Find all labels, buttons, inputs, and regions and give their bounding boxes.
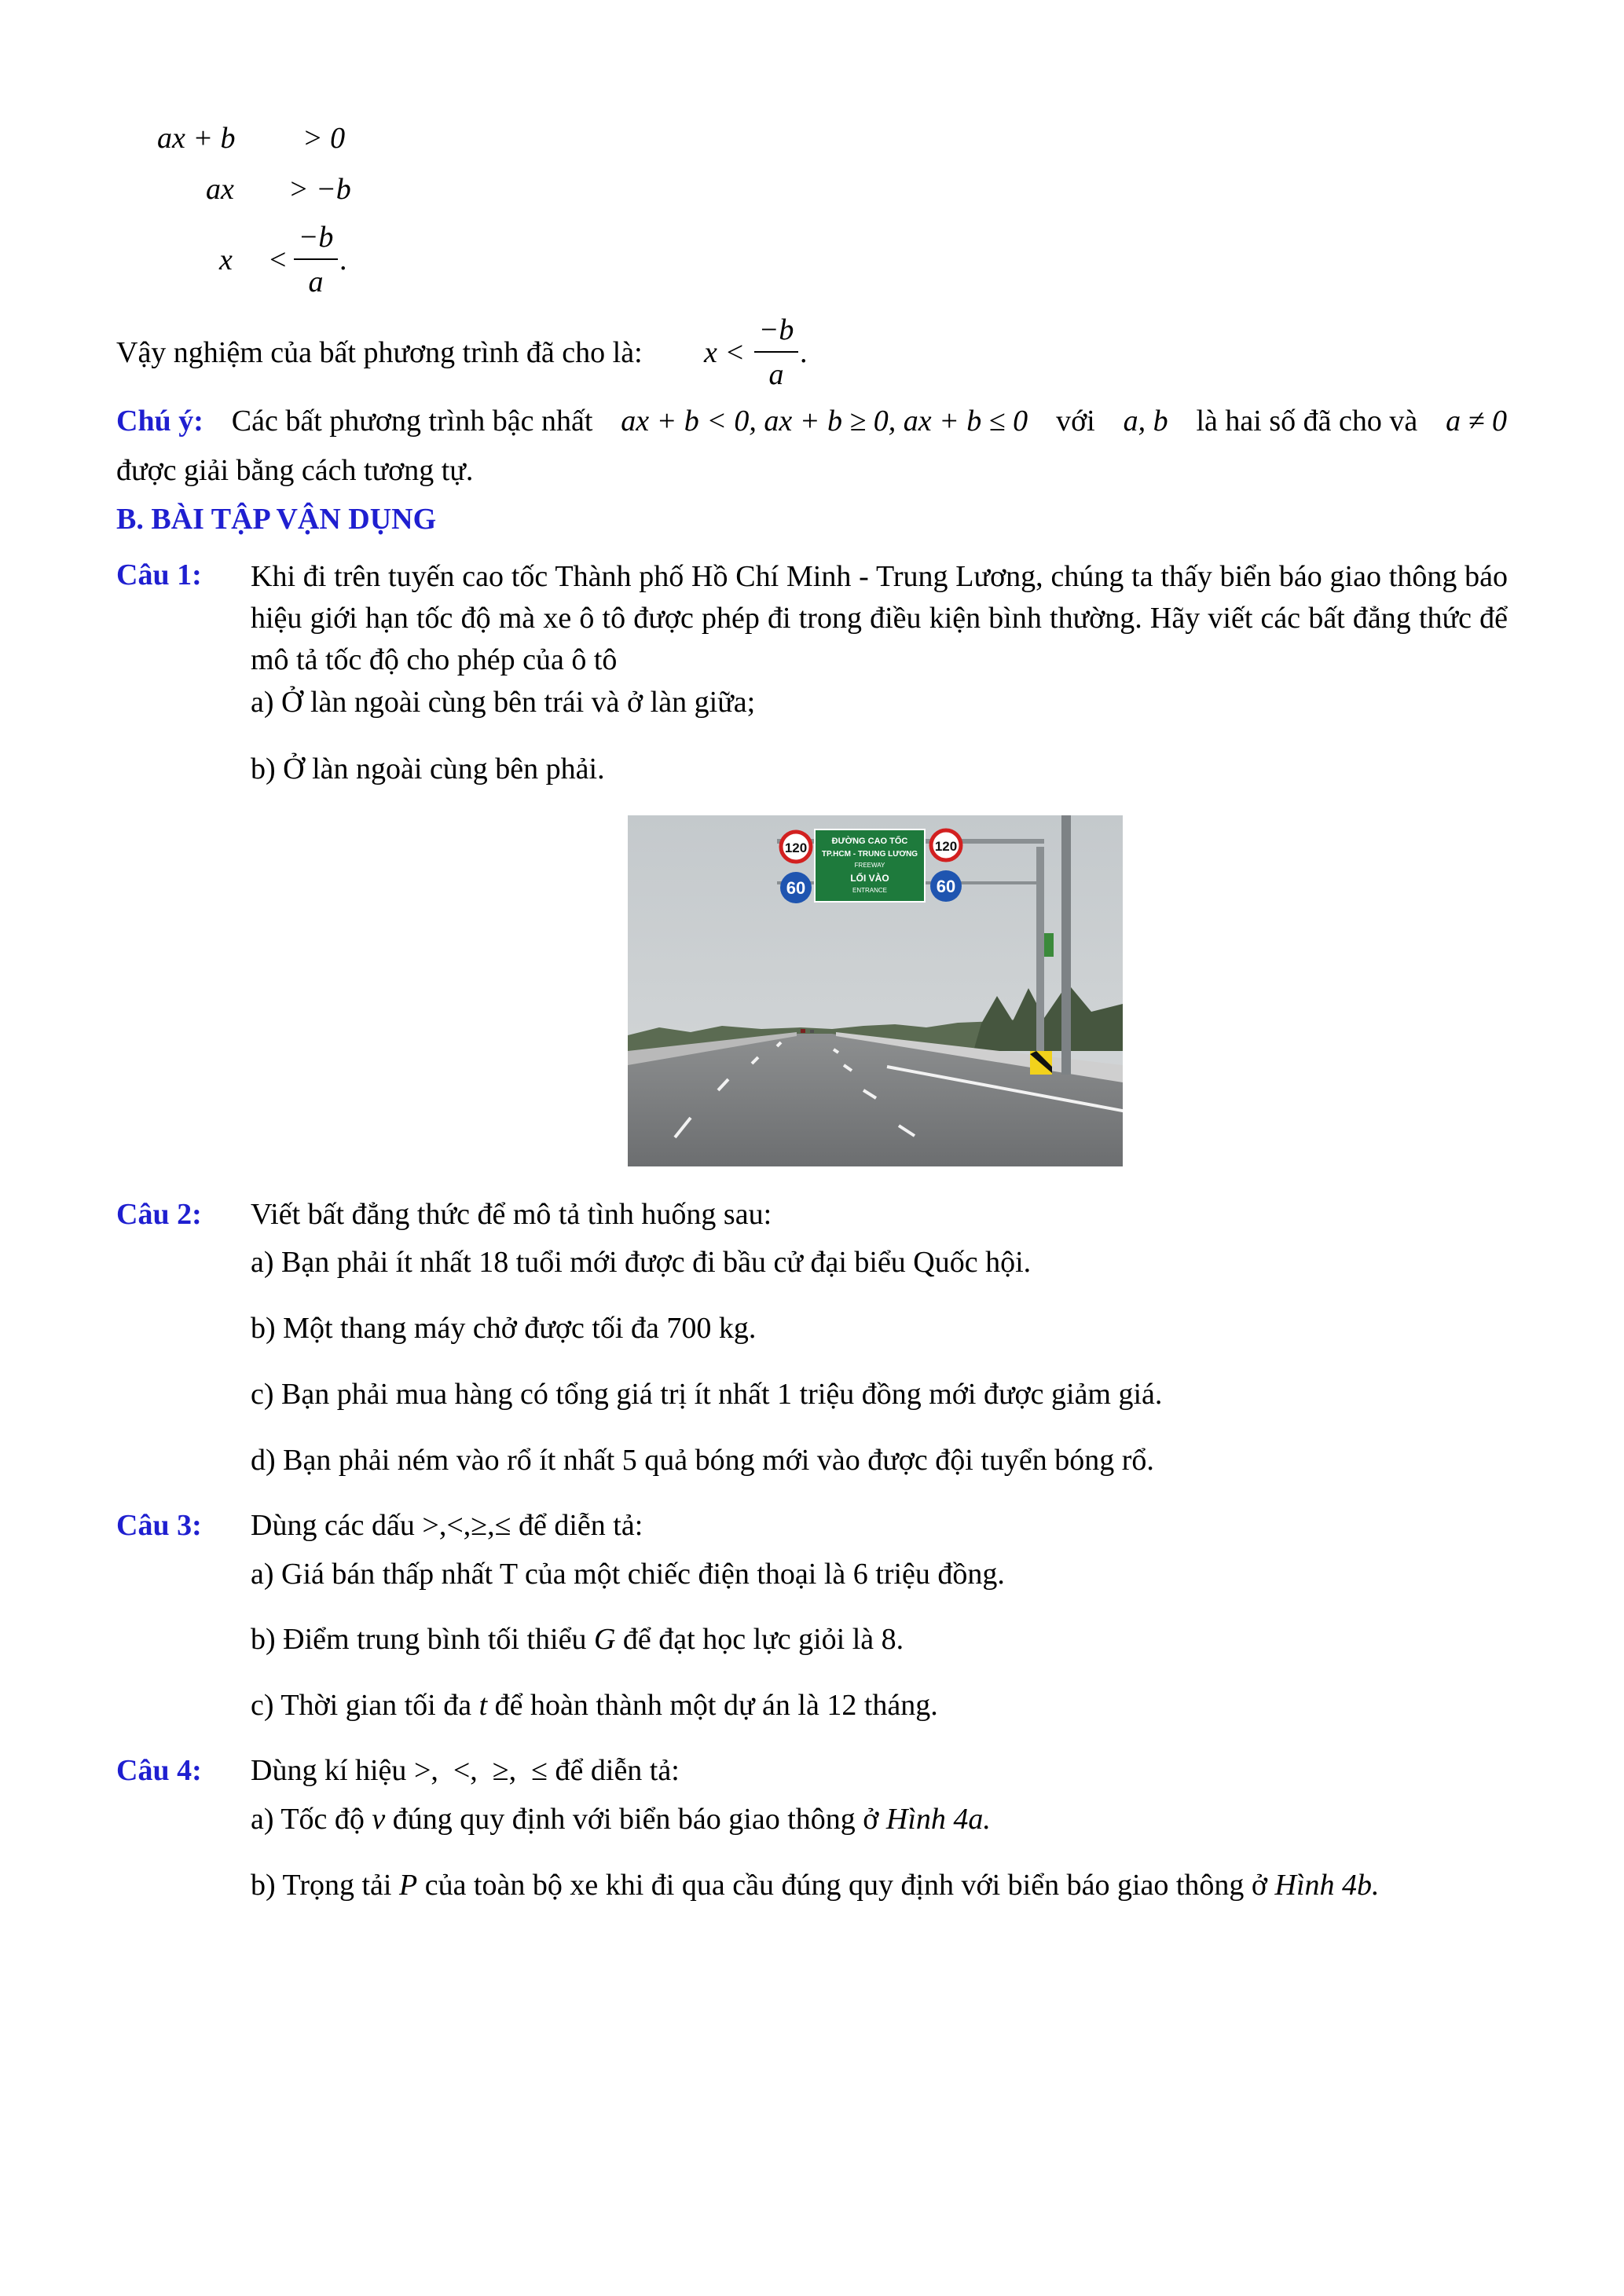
q4-b-end: . — [1372, 1869, 1380, 1902]
q3-item-a: a) Giá bán thấp nhất T của một chiếc điện thoại là 6 triệu đồng. — [251, 1558, 1005, 1591]
note-text3: là hai số đã cho và — [1196, 405, 1418, 438]
q4-item-b — [251, 1866, 1380, 1905]
note-line — [116, 402, 1507, 441]
derivation-line3-left: x — [219, 244, 233, 276]
q3-symbols: >,<,≥,≤ — [422, 1509, 511, 1542]
q1-text: Khi đi trên tuyến cao tốc Thành phố Hồ Chí Minh - Trung Lương, chúng ta thấy biển báo giao thông báo hiệu giới hạn tốc độ mà xe ô tô được phép đi trong điều kiện bình thường. Hãy viết các bất đẳng thức để mô tả tốc độ cho phép của ô tô — [251, 560, 1508, 676]
note-math1: ax + b < 0, ax + b ≥ 0, ax + b ≤ 0 — [621, 405, 1028, 438]
q3-item-c — [251, 1686, 938, 1725]
q4-b-fig: Hình 4b — [1274, 1869, 1373, 1902]
board-line5: ENTRANCE — [852, 887, 888, 894]
derivation-line2-right: > −b — [288, 173, 351, 206]
derivation-line3-rel: < — [269, 244, 287, 276]
q1-label: Câu 1: — [116, 558, 202, 591]
fraction-bar — [294, 258, 338, 260]
conclusion-lhs: x < — [704, 336, 746, 369]
board-line3: FREEWAY — [854, 862, 885, 869]
q1-item-a: a) Ở làn ngoài cùng bên trái và ở làn giữa; — [251, 686, 756, 719]
q4-b-pre: b) Trọng tải — [251, 1869, 392, 1902]
q2-item-d: d) Bạn phải ném vào rổ ít nhất 5 quả bóng mới vào được đội tuyển bóng rổ. — [251, 1444, 1154, 1477]
note-math3: a ≠ 0 — [1446, 405, 1507, 438]
q4-text — [251, 1752, 680, 1790]
note-line2: được giải bằng cách tương tự. — [116, 454, 474, 487]
highway-photo — [628, 815, 1123, 1166]
highway-illustration — [628, 815, 1123, 1166]
q1-item-b: b) Ở làn ngoài cùng bên phải. — [251, 753, 605, 785]
q4-a-var: v — [372, 1803, 386, 1836]
q2-item-a: a) Bạn phải ít nhất 18 tuổi mới được đi bầu cử đại biểu Quốc hội. — [251, 1246, 1032, 1279]
conclusion-fraction — [754, 311, 798, 395]
conclusion-period: . — [800, 336, 808, 369]
derivation-line2-left: ax — [206, 173, 234, 206]
q4-text-pre: Dùng kí hiệu — [251, 1754, 407, 1787]
q4-a-pre: a) Tốc độ — [251, 1803, 365, 1836]
derivation-fraction — [294, 218, 338, 302]
speed-limit-left-max: 120 — [784, 840, 808, 855]
fraction-bar — [754, 351, 798, 353]
q4-symbols: >, <, ≥, ≤ — [413, 1754, 548, 1787]
q3-b-post: để đạt học lực giỏi là 8. — [622, 1623, 904, 1656]
q4-b-mid: của toàn bộ xe khi đi qua cầu đúng quy định với biển báo giao thông ở — [424, 1869, 1268, 1902]
q4-a-end: . — [983, 1803, 991, 1836]
q2-item-b: b) Một thang máy chở được tối đa 700 kg. — [251, 1312, 757, 1345]
q3-c-var: t — [478, 1689, 488, 1722]
note-text1: Các bất phương trình bậc nhất — [231, 405, 593, 438]
fraction-denominator: a — [768, 358, 784, 392]
fraction-numerator: −b — [758, 313, 794, 346]
fraction-denominator: a — [308, 265, 324, 299]
derivation-line1-right: > 0 — [302, 122, 346, 155]
derivation-line3-period: . — [339, 244, 347, 276]
q3-label: Câu 3: — [116, 1509, 202, 1542]
speed-limit-right-max: 120 — [934, 839, 958, 854]
q3-item-b — [251, 1620, 904, 1659]
q3-text-post: để diễn tả: — [519, 1509, 643, 1542]
q2-text: Viết bất đẳng thức để mô tả tình huống sau: — [251, 1198, 772, 1231]
q3-text — [251, 1507, 643, 1545]
q4-text-post: để diễn tả: — [555, 1754, 680, 1787]
q3-text-pre: Dùng các dấu — [251, 1509, 415, 1542]
q4-a-fig: Hình 4a — [885, 1803, 984, 1836]
q2-item-c: c) Bạn phải mua hàng có tổng giá trị ít nhất 1 triệu đồng mới được giảm giá. — [251, 1378, 1163, 1411]
note-label: Chú ý: — [116, 405, 203, 438]
speed-limit-left-min: 60 — [786, 878, 806, 898]
q3-b-var: G — [593, 1623, 616, 1656]
q3-b-pre: b) Điểm trung bình tối thiểu — [251, 1623, 587, 1656]
board-line4: LỐI VÀO — [850, 873, 889, 884]
conclusion-text: Vậy nghiệm của bất phương trình đã cho là: — [116, 336, 643, 369]
fraction-numerator: −b — [298, 221, 334, 254]
q4-b-var: P — [398, 1869, 418, 1902]
derivation-line1-left: ax + b — [157, 122, 236, 155]
q4-item-a — [251, 1800, 991, 1839]
q4-a-mid: đúng quy định với biển báo giao thông ở — [392, 1803, 879, 1836]
board-line2: TP.HCM - TRUNG LƯƠNG — [821, 850, 918, 859]
q3-c-post: để hoàn thành một dự án là 12 tháng. — [494, 1689, 938, 1722]
board-line1: ĐƯỜNG CAO TỐC — [831, 837, 908, 846]
speed-limit-right-min: 60 — [936, 877, 956, 896]
note-math2: a, b — [1123, 405, 1168, 438]
section-title: B. BÀI TẬP VẬN DỤNG — [116, 503, 437, 536]
q2-label: Câu 2: — [116, 1198, 202, 1231]
q3-c-pre: c) Thời gian tối đa — [251, 1689, 472, 1722]
q4-label: Câu 4: — [116, 1754, 202, 1787]
note-text2: với — [1056, 405, 1095, 438]
